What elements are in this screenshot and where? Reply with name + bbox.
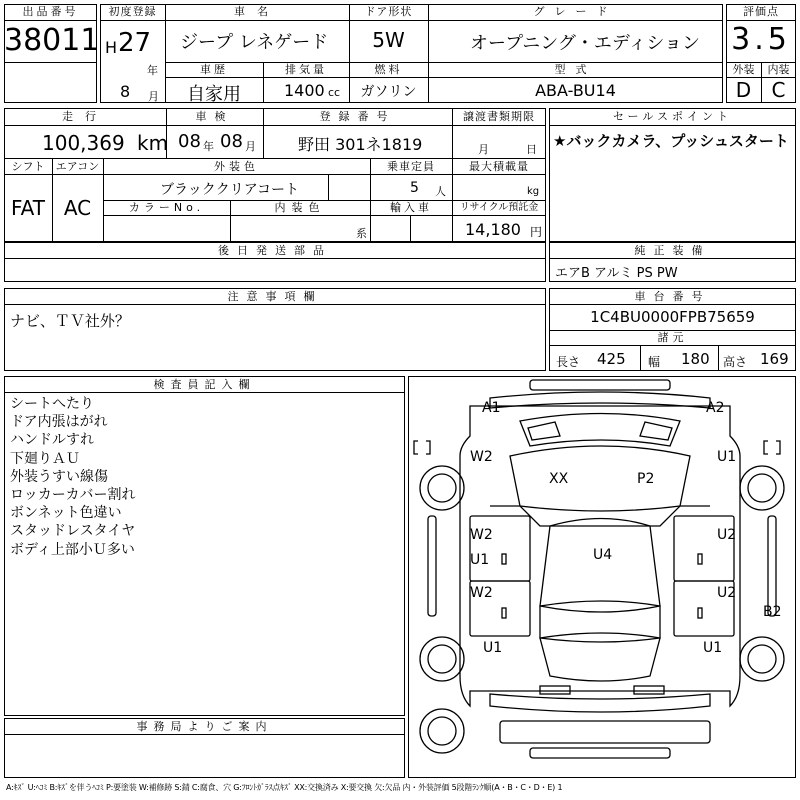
model-code: ABA-BU14 — [535, 81, 616, 100]
transfer-deadline-label: 譲渡書類期限 — [463, 110, 535, 123]
air-conditioner: AC — [63, 196, 92, 220]
transfer-day: 日 — [526, 143, 537, 156]
damage-door-rear-left: W2 — [470, 585, 493, 601]
notes: ナビ、ＴＶ社外？ — [10, 312, 130, 330]
height: 169 — [760, 350, 789, 368]
plate-number: 野田 301ネ1819 — [298, 135, 423, 154]
length: 425 — [597, 350, 626, 368]
list-item: ロッカーカバー割れ — [10, 487, 136, 504]
divider — [4, 62, 97, 63]
divider — [4, 20, 97, 21]
inspection-year-unit: 年 — [203, 140, 214, 153]
year-unit: 年 — [147, 64, 158, 77]
list-item: スタッドレスタイヤ — [10, 523, 136, 540]
inspector-notes-list — [10, 395, 135, 559]
damage-fender-left: W2 — [470, 449, 493, 465]
first-registration-label: 初度登録 — [108, 5, 157, 18]
car-diagram — [410, 376, 794, 776]
damage-hood-right: P2 — [637, 471, 655, 487]
vehicle-history: 自家用 — [187, 84, 241, 105]
exterior-grade-label: 外装 — [732, 63, 755, 76]
import-label: 輸入車 — [390, 201, 432, 214]
recycle-fee: 14,180 — [465, 220, 521, 239]
interior-color-suffix: 系 — [356, 227, 367, 240]
color-number-label: カラーNo. — [128, 201, 205, 214]
damage-legend: A:ｷｽﾞ U:ﾍｺﾐ B:ｷｽﾞを伴うﾍｺﾐ P:要塗装 W:補修跡 S:錆 C:腐食、穴 G:ﾌﾛﾝﾄｶﾞﾗｽ点ｷｽﾞ XX:交換済み X:要交換 欠:欠品 内・外装評価 5段階ﾗﾝｸ順(A・B・C・D・E) 1 — [6, 783, 563, 792]
list-item: 外装うすい線傷 — [10, 468, 108, 485]
fuel: ガソリン — [360, 84, 417, 100]
height-label: 高さ — [723, 355, 748, 369]
equipment-label: 純正装備 — [634, 244, 711, 257]
later-parts-label: 後日発送部品 — [218, 244, 332, 257]
list-item: 下廻りＡＵ — [10, 450, 80, 467]
damage-roof: U4 — [593, 547, 613, 563]
era: H — [105, 38, 118, 57]
interior-grade: C — [771, 78, 786, 102]
exterior-color-label: 外装色 — [214, 160, 259, 173]
interior-color-label: 内装色 — [274, 201, 326, 214]
recycle-unit: 円 — [530, 225, 543, 239]
history-label: 車歴 — [200, 63, 228, 76]
recycle-label: リサイクル預託金 — [459, 202, 539, 213]
sales-point: ★バックカメラ、プッシュスタート — [553, 132, 789, 150]
shift-label: シフト — [11, 160, 45, 173]
specs-label: 諸元 — [657, 331, 688, 344]
displacement-label: 排気量 — [285, 63, 327, 76]
inspector-label: 検査員記入欄 — [153, 378, 256, 391]
damage-door-front-left-1: W2 — [470, 527, 493, 543]
transfer-month: 月 — [478, 143, 489, 156]
overall-score: 3.5 — [731, 22, 791, 57]
damage-fender-right: U1 — [717, 449, 737, 465]
inspection-month-unit: 月 — [245, 140, 256, 153]
mileage-label: 走行 — [62, 110, 108, 123]
capacity-unit: 人 — [435, 185, 446, 198]
door-label: ドア形状 — [364, 5, 413, 18]
damage-door-front-right: U2 — [717, 527, 737, 543]
car-name-label: 車名 — [234, 5, 280, 18]
ac-label: エアコン — [55, 160, 100, 173]
car-name: ジープ レネゲード — [180, 32, 329, 53]
fuel-label: 燃料 — [374, 63, 403, 76]
damage-front-right: A2 — [706, 400, 725, 416]
max-load-unit: kg — [527, 186, 540, 197]
displacement-unit: cc — [328, 86, 341, 99]
office-label: 事務局よりご案内 — [136, 720, 273, 733]
sales-point-box — [549, 108, 796, 242]
list-item: ボディ上部小Ｕ多い — [10, 541, 135, 558]
inspection-month: 08 — [220, 131, 243, 152]
damage-quarter-right: U1 — [703, 640, 723, 656]
max-load-label: 最大積載量 — [469, 160, 529, 173]
month-unit: 月 — [148, 90, 159, 103]
displacement: 1400 — [284, 81, 325, 100]
capacity-label: 乗車定員 — [387, 160, 435, 173]
width-label: 幅 — [648, 355, 661, 369]
damage-front-left: A1 — [482, 400, 501, 416]
chassis-number: 1C4BU0000FPB75659 — [590, 308, 755, 326]
interior-grade-label: 内装 — [767, 63, 790, 76]
damage-quarter-left: U1 — [483, 640, 503, 656]
damage-door-front-left-2: U1 — [470, 552, 490, 568]
equipment: エアB アルミ PS PW — [555, 266, 678, 281]
lot-number-label: 出品番号 — [22, 5, 79, 18]
grade-label: グレード — [533, 5, 618, 18]
registration-month: 8 — [120, 82, 131, 101]
list-item: ハンドルすれ — [10, 432, 94, 449]
capacity: 5 — [410, 180, 419, 196]
mileage-unit: km — [137, 131, 169, 155]
notes-label: 注意事項欄 — [227, 290, 323, 303]
sales-point-label: セールスポイント — [612, 110, 732, 123]
damage-rear-right: B2 — [763, 604, 782, 620]
exterior-grade: D — [735, 78, 752, 102]
shift: FAT — [10, 196, 45, 220]
score-label: 評価点 — [743, 5, 779, 18]
exterior-color: ブラッククリアコート — [160, 182, 300, 198]
list-item: ドア内張はがれ — [10, 414, 108, 431]
mileage: 100,369 — [42, 131, 125, 155]
width: 180 — [681, 350, 710, 368]
grade: オープニング・エディション — [470, 33, 701, 54]
chassis-label: 車台番号 — [634, 290, 711, 303]
plate-label: 登録番号 — [319, 110, 396, 123]
length-label: 長さ — [556, 355, 581, 369]
registration-year: 27 — [118, 28, 152, 58]
list-item: ボンネット色違い — [10, 505, 122, 522]
list-item: シートへたり — [10, 396, 94, 412]
damage-hood-left: XX — [549, 471, 569, 487]
model-label: 型式 — [554, 63, 597, 76]
inspection-year: 08 — [178, 131, 201, 152]
damage-door-rear-right: U2 — [717, 585, 737, 601]
lot-number: 38011 — [4, 23, 100, 58]
door-type: 5W — [372, 28, 405, 52]
inspection-label: 車検 — [195, 110, 234, 123]
